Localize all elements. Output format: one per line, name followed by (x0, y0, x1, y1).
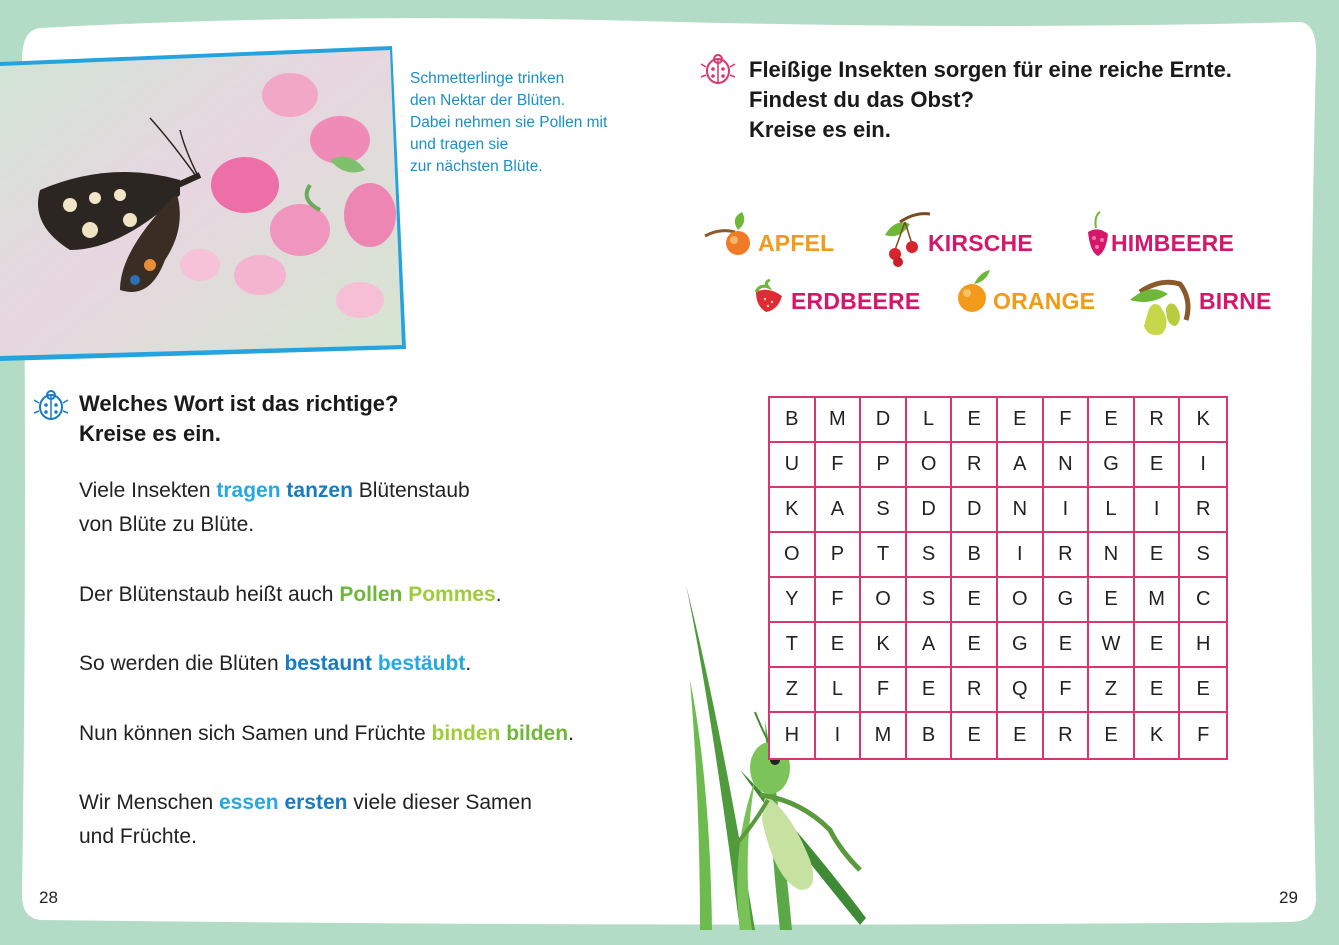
butterfly-photo (0, 40, 410, 370)
word-option-essen[interactable]: essen (219, 791, 279, 814)
grid-cell[interactable]: E (1089, 578, 1135, 623)
grid-cell[interactable]: G (1089, 443, 1135, 488)
sentence-text: und Früchte. (79, 825, 197, 848)
word-option-bestaunt[interactable]: bestaunt (284, 652, 372, 675)
grid-cell[interactable]: W (1089, 623, 1135, 668)
grid-cell[interactable]: F (1197, 724, 1210, 746)
grid-cell[interactable]: Z (1089, 668, 1135, 713)
photo-caption (410, 68, 650, 178)
fruit-word-erdbeere: ERDBEERE (791, 288, 921, 314)
grid-cell[interactable]: T (861, 533, 907, 578)
sentence-text: . (495, 583, 502, 606)
grid-cell[interactable]: F (816, 578, 862, 623)
word-option-tanzen[interactable]: tanzen (286, 479, 353, 502)
grid-cell[interactable]: N (998, 488, 1044, 533)
grid-cell[interactable]: N (1089, 533, 1135, 578)
sentence-text: Der Blütenstaub heißt auch (79, 583, 340, 606)
grid-cell[interactable]: P (816, 533, 862, 578)
grid-cell[interactable]: F (816, 443, 862, 488)
grid-cell[interactable]: E (1044, 623, 1090, 668)
sentence-2 (79, 578, 502, 612)
sentence-text: Viele Insekten (79, 479, 217, 502)
right-task-line2: Findest du das Obst? (749, 87, 974, 112)
sentence-text: Blütenstaub (352, 479, 470, 502)
grid-cell[interactable]: S (907, 533, 953, 578)
grid-cell[interactable]: I (1044, 488, 1090, 533)
sentence-text: . (568, 722, 574, 745)
grid-cell[interactable]: E (952, 713, 998, 758)
grid-cell[interactable]: D (952, 488, 998, 533)
grid-cell[interactable]: H (1180, 623, 1226, 668)
sentence-text: So werden die Blüten (79, 652, 285, 675)
caption-line: Schmetterlinge trinken (410, 70, 565, 87)
sentence-text: viele dieser Samen (347, 791, 532, 814)
grid-cell[interactable]: B (952, 533, 998, 578)
grid-cell[interactable]: G (998, 623, 1044, 668)
grid-cell[interactable]: E (1089, 398, 1135, 443)
grid-cell[interactable]: R (1044, 533, 1090, 578)
sentence-3 (79, 647, 471, 681)
grid-cell[interactable]: R (952, 443, 998, 488)
page-number-left: 28 (39, 888, 58, 907)
grid-cell[interactable]: F (1044, 398, 1090, 443)
fruit-word-kirsche: KIRSCHE (928, 230, 1033, 256)
grid-cell[interactable]: L (816, 668, 862, 713)
grid-cell[interactable]: E (907, 668, 953, 713)
grid-cell[interactable]: R (1044, 713, 1090, 758)
word-option-bilden[interactable]: bilden (506, 722, 569, 745)
word-option-ersten[interactable]: ersten (284, 791, 348, 814)
word-search-grid (768, 396, 1228, 760)
grid-cell[interactable]: L (907, 398, 953, 443)
word-option-pommes[interactable]: Pommes (408, 583, 496, 606)
grid-cell[interactable]: E (816, 623, 862, 668)
grid-cell[interactable]: R (1180, 488, 1226, 533)
grid-cell[interactable]: K (1135, 713, 1181, 758)
grid-cell[interactable]: D (907, 488, 953, 533)
grid-cell[interactable]: E (1135, 623, 1181, 668)
sentence-1 (79, 474, 470, 542)
fruit-word-apfel: APFEL (758, 230, 835, 256)
grid-cell[interactable]: E (952, 578, 998, 623)
grid-cell[interactable]: A (816, 488, 862, 533)
grid-cell[interactable]: F (1044, 668, 1090, 713)
caption-line: Dabei nehmen sie Pollen mit (410, 114, 608, 131)
grid-cell[interactable]: B (770, 398, 816, 443)
sentence-4 (79, 717, 574, 751)
grid-cell[interactable]: O (907, 443, 953, 488)
grid-cell[interactable]: S (861, 488, 907, 533)
sentence-text: . (465, 652, 472, 675)
left-task-line1: Welches Wort ist das richtige? (79, 391, 399, 416)
grid-cell[interactable]: M (861, 713, 907, 758)
grid-cell[interactable]: R (952, 668, 998, 713)
right-task-line3: Kreise es ein. (749, 117, 891, 142)
sentence-text: von Blüte zu Blüte. (79, 513, 255, 536)
grid-cell[interactable]: E (998, 398, 1044, 443)
grid-cell[interactable]: E (1135, 533, 1181, 578)
grid-cell[interactable]: M (1135, 578, 1181, 623)
grid-cell[interactable]: Z (770, 668, 816, 713)
grid-cell[interactable]: F (861, 668, 907, 713)
page-number-right: 29 (1279, 888, 1298, 907)
left-task-line2: Kreise es ein. (79, 421, 221, 446)
grid-cell[interactable]: K (1180, 398, 1226, 443)
grid-cell[interactable]: Q (998, 668, 1044, 713)
grid-cell[interactable]: E (998, 713, 1044, 758)
grid-cell[interactable]: K (770, 488, 816, 533)
grid-cell[interactable]: M (816, 398, 862, 443)
grid-cell[interactable]: O (770, 533, 816, 578)
grid-cell[interactable]: E (952, 623, 998, 668)
left-task-heading (79, 389, 398, 449)
word-option-tragen[interactable]: tragen (216, 479, 281, 502)
grid-cell[interactable]: E (1089, 713, 1135, 758)
grid-cell[interactable]: O (861, 578, 907, 623)
grid-cell[interactable]: N (1044, 443, 1090, 488)
grid-cell[interactable]: I (1135, 488, 1181, 533)
grid-cell[interactable]: I (998, 533, 1044, 578)
grid-cell[interactable]: B (907, 713, 953, 758)
grid-cell[interactable]: Y (770, 578, 816, 623)
grid-cell[interactable]: H (770, 713, 816, 758)
word-option-bestaeubt[interactable]: bestäubt (377, 652, 466, 675)
fruit-word-himbeere: HIMBEERE (1111, 230, 1235, 256)
grid-cell[interactable]: P (861, 443, 907, 488)
caption-line: zur nächsten Blüte. (410, 158, 543, 175)
word-option-pollen[interactable]: Pollen (339, 583, 403, 606)
sentence-text: Wir Menschen (79, 791, 220, 814)
fruit-word-orange: ORANGE (993, 288, 1096, 314)
grid-cell[interactable]: E (1135, 668, 1181, 713)
grid-cell[interactable]: R (1135, 398, 1181, 443)
grid-cell[interactable]: I (1180, 443, 1226, 488)
grid-cell[interactable]: O (998, 578, 1044, 623)
grid-cell[interactable]: L (1089, 488, 1135, 533)
grid-cell[interactable]: A (998, 443, 1044, 488)
grid-cell[interactable]: E (1135, 443, 1181, 488)
sentence-5 (79, 786, 532, 854)
grid-cell[interactable]: S (907, 578, 953, 623)
caption-line: und tragen sie (410, 136, 509, 153)
fruit-word-birne: BIRNE (1199, 288, 1272, 314)
word-option-binden[interactable]: binden (431, 722, 501, 745)
grid-cell[interactable]: C (1180, 578, 1226, 623)
grid-cell[interactable]: D (861, 398, 907, 443)
grid-cell[interactable]: E (952, 398, 998, 443)
grid-cell[interactable]: I (816, 713, 862, 758)
right-task-line1: Fleißige Insekten sorgen für eine reiche Ernte. (749, 57, 1232, 82)
sentence-text: Nun können sich Samen und Früchte (79, 722, 432, 745)
grid-cell[interactable]: U (770, 443, 816, 488)
caption-line: den Nektar der Blüten. (410, 92, 566, 109)
grid-cell[interactable]: E (1180, 668, 1226, 713)
right-task-heading (749, 55, 1232, 145)
grid-cell[interactable]: T (770, 623, 816, 668)
grid-cell[interactable]: K (861, 623, 907, 668)
grid-cell[interactable]: A (907, 623, 953, 668)
grid-cell[interactable]: G (1044, 578, 1090, 623)
grid-cell[interactable]: S (1180, 533, 1226, 578)
